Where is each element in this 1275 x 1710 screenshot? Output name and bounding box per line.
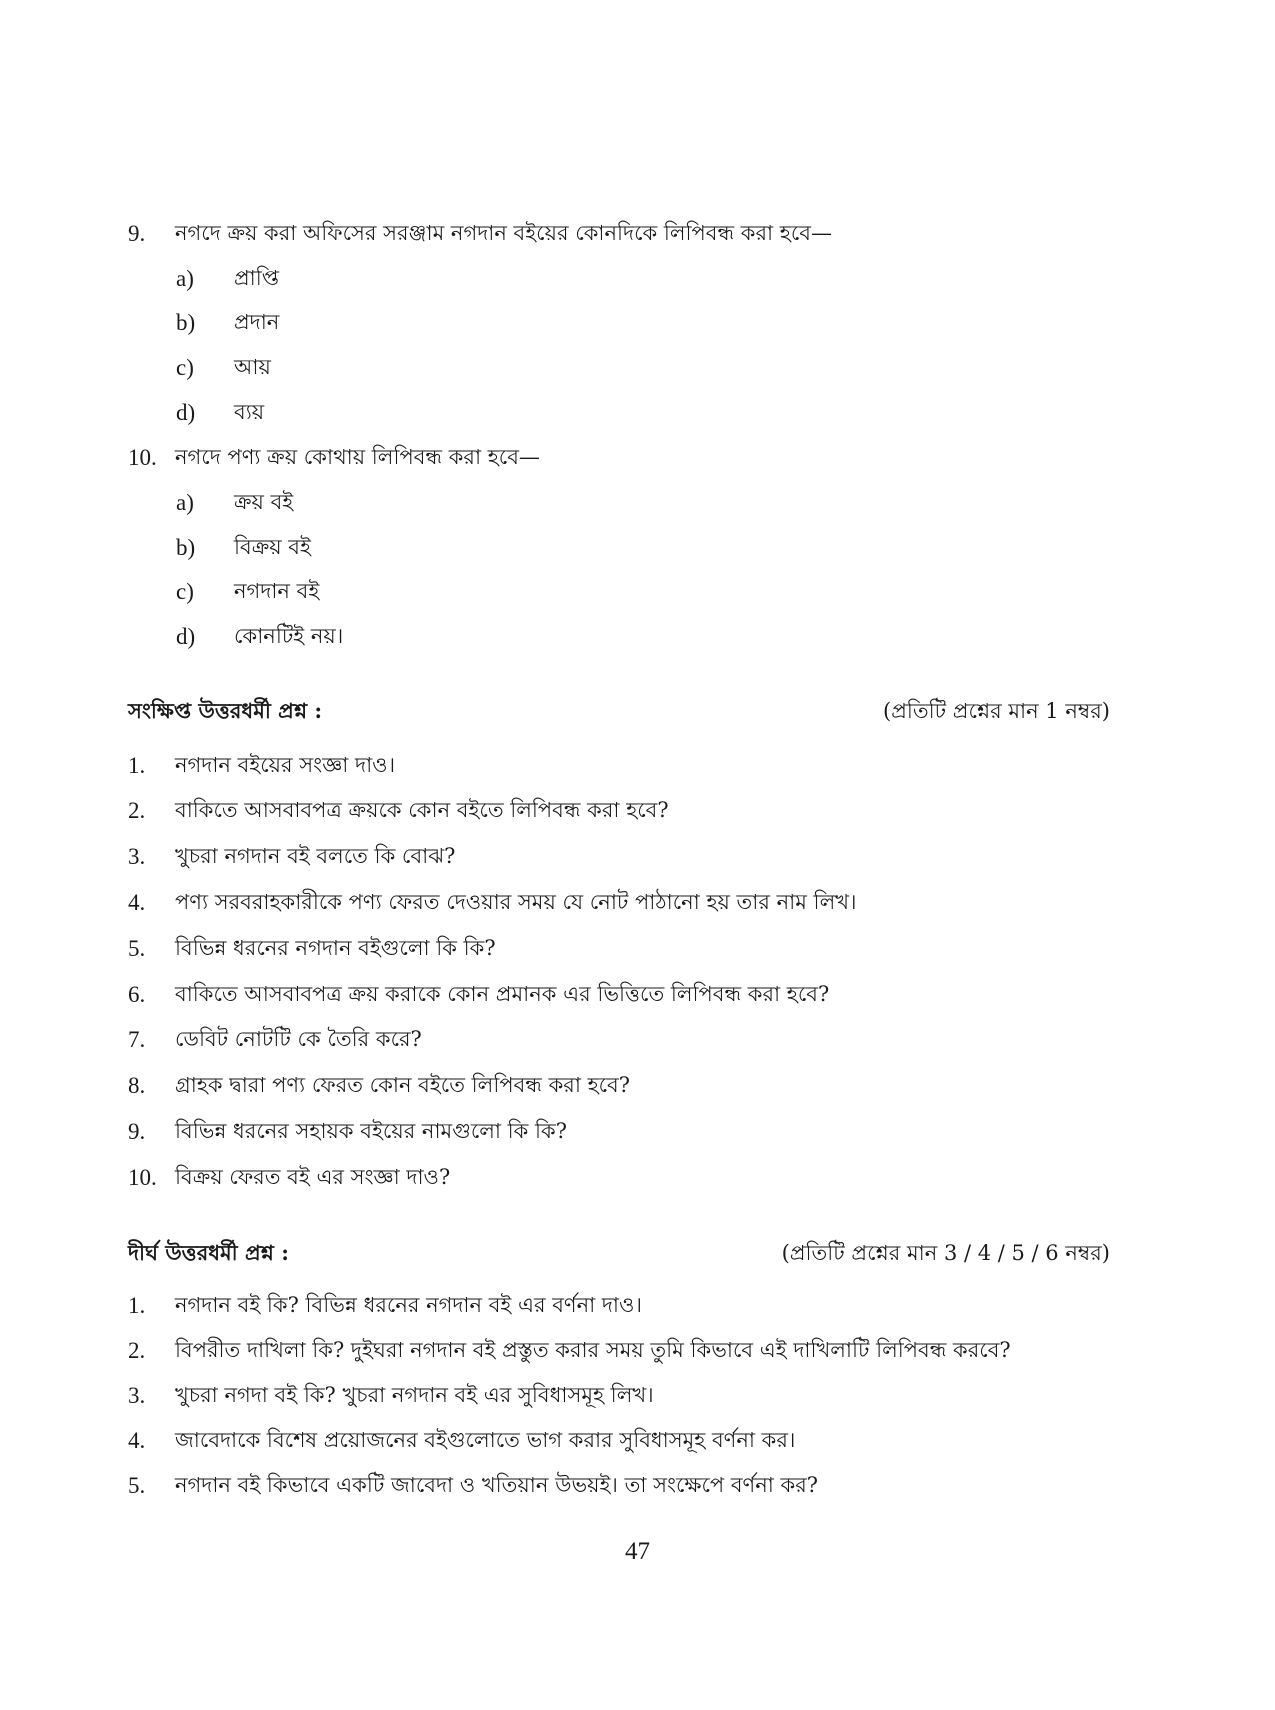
short-question [0,1068,1275,1104]
section-marks: (প্রতিটি প্রশ্নের মান 3 / 4 / 5 / 6 নম্বর) [781,1240,1110,1265]
long-question [0,1333,1275,1369]
question-text: গ্রাহক দ্বারা পণ্য ফেরত কোন বইতে লিপিবন্ধ করা হবে? [175,1072,631,1097]
option-label: c) [176,355,194,380]
short-question [0,1160,1275,1196]
question-text: খুচরা নগদান বই বলতে কি বোঝ? [175,843,456,868]
option-text: বিক্রয় বই [234,534,311,559]
question-number: 7. [128,1027,146,1052]
question-text: নগদান বইয়ের সংজ্ঞা দাও। [175,752,396,777]
question-text: জাবেদাকে বিশেষ প্রয়োজনের বইগুলোতে ভাগ করার সুবিধাসমূহ বর্ণনা কর। [175,1427,796,1452]
question-number: 9. [128,221,146,246]
question-number: 2. [128,1338,146,1363]
option-text: প্রাপ্তি [234,265,280,290]
mcq-option [0,485,1275,521]
option-label: a) [176,266,194,291]
question-text: বাকিতে আসবাবপত্র ক্রয়কে কোন বইতে লিপিবন্ধ করা হবে? [175,797,669,822]
question-number: 8. [128,1073,146,1098]
question-number: 2. [128,798,146,823]
mcq-option [0,619,1275,655]
question-number: 1. [128,1293,146,1318]
question-text: বিপরীত দাখিলা কি? দুইঘরা নগদান বই প্রস্তুত করার সময় তুমি কিভাবে এই দাখিলাটি লিপিবন্ধ করবে? [175,1337,1011,1362]
question-number: 5. [128,1473,146,1498]
question-text: ডেবিট নোটটি কে তৈরি করে? [175,1026,422,1051]
long-question [0,1468,1275,1504]
section-title: সংক্ষিপ্ত উত্তরধর্মী প্রশ্ন : [128,697,323,723]
mcq-option [0,350,1275,386]
short-question [0,885,1275,921]
question-number: 3. [128,844,146,869]
short-question [0,748,1275,784]
question-text: খুচরা নগদা বই কি? খুচরা নগদান বই এর সুবিধাসমূহ লিখ। [175,1382,654,1407]
section-marks: (প্রতিটি প্রশ্নের মান 1 নম্বর) [883,698,1110,723]
section-header-short [0,694,1275,730]
question-text: নগদে পণ্য ক্রয় কোথায় লিপিবন্ধ করা হবে— [175,444,540,469]
question-number: 4. [128,1428,146,1453]
short-question [0,977,1275,1013]
question-number: 5. [128,936,146,961]
long-question [0,1288,1275,1324]
question-text: নগদে ক্রয় করা অফিসের সরঞ্জাম নগদান বইয়ের কোনদিকে লিপিবন্ধ করা হবে— [175,220,832,245]
option-text: ব্যয় [234,399,265,424]
long-question [0,1378,1275,1414]
option-text: প্রদান [234,309,280,334]
question-number: 9. [128,1119,146,1144]
question-number: 10. [128,1165,157,1190]
short-question [0,1114,1275,1150]
mcq-question [0,440,1275,476]
question-text: বাকিতে আসবাবপত্র ক্রয় করাকে কোন প্রমানক এর ভিত্তিতে লিপিবন্ধ করা হবে? [175,981,830,1006]
question-text: নগদান বই কি? বিভিন্ন ধরনের নগদান বই এর বর্ণনা দাও। [175,1292,642,1317]
option-label: c) [176,579,194,604]
question-text: পণ্য সরবরাহকারীকে পণ্য ফেরত দেওয়ার সময় যে নোট পাঠানো হয় তার নাম লিখ। [175,889,857,914]
question-text: বিভিন্ন ধরনের সহায়ক বইয়ের নামগুলো কি কি? [175,1118,568,1143]
option-label: b) [176,310,196,335]
mcq-option [0,305,1275,341]
short-question [0,839,1275,875]
mcq-option [0,261,1275,297]
option-label: a) [176,490,194,515]
mcq-option [0,574,1275,610]
option-text: আয় [234,354,271,379]
page-number: 47 [625,1538,650,1565]
short-question [0,1022,1275,1058]
question-text: নগদান বই কিভাবে একটি জাবেদা ও খতিয়ান উভয়ই। তা সংক্ষেপে বর্ণনা কর? [175,1472,819,1497]
option-text: ক্রয় বই [234,489,294,514]
question-text: বিক্রয় ফেরত বই এর সংজ্ঞা দাও? [175,1164,451,1189]
question-number: 3. [128,1383,146,1408]
long-question [0,1423,1275,1459]
short-question [0,931,1275,967]
question-number: 1. [128,753,146,778]
question-number: 10. [128,445,157,470]
mcq-option [0,530,1275,566]
section-header-long [0,1236,1275,1272]
question-text: বিভিন্ন ধরনের নগদান বইগুলো কি কি? [175,935,496,960]
question-number: 6. [128,982,146,1007]
question-number: 4. [128,890,146,915]
mcq-question [0,216,1275,252]
short-question [0,793,1275,829]
mcq-option [0,395,1275,431]
option-label: b) [176,535,196,560]
option-text: কোনটিই নয়। [234,623,344,648]
option-label: d) [176,400,196,425]
section-title: দীর্ঘ উত্তরধর্মী প্রশ্ন : [128,1239,289,1265]
option-text: নগদান বই [234,578,320,603]
option-label: d) [176,624,196,649]
